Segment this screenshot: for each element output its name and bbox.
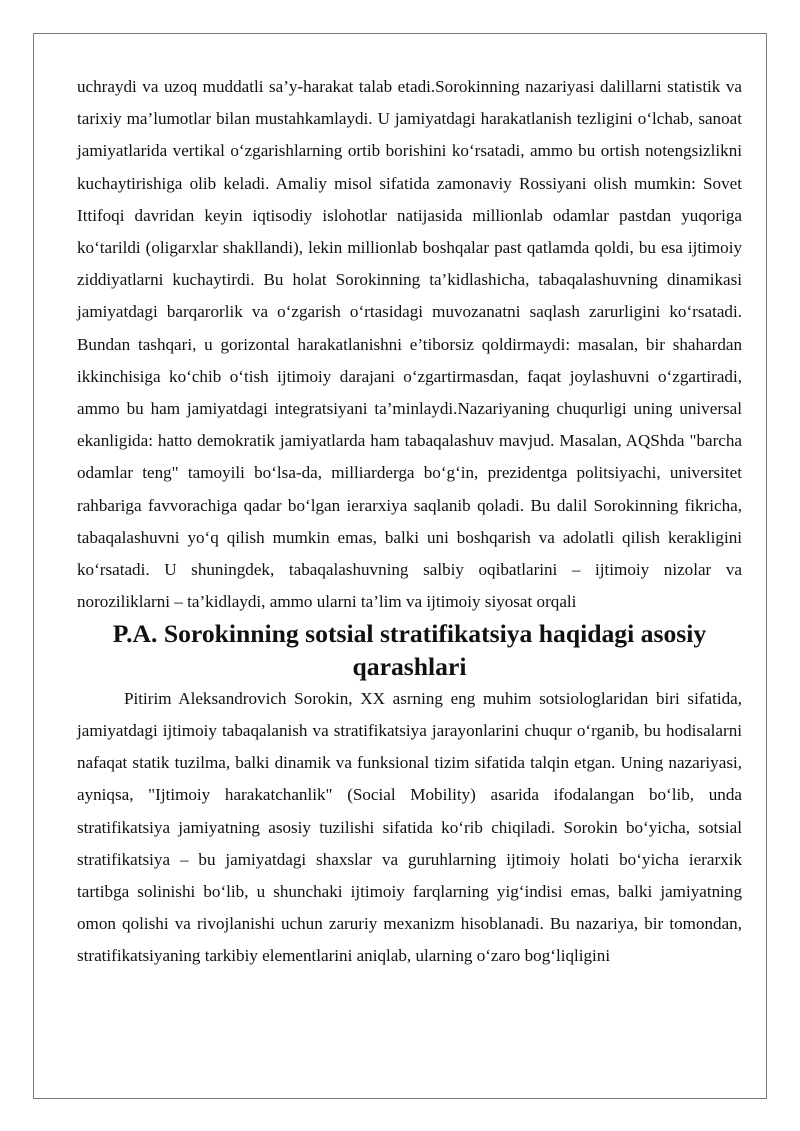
body-paragraph-1: uchraydi va uzoq muddatli sa’y-harakat talab etadi.Sorokinning nazariyasi dalillarni statistik va tarixiy ma’lumotlar bilan mustahkamlaydi. U jamiyatdagi harakatlanish tezligini o‘lchab, sanoat jamiyatlarida vertikal o‘zgarishlarning ortib borishini ko‘rsatadi, ammo bu ortish notengsizlikni kuchaytirishiga olib keladi. Amaliy misol sifatida zamonaviy Rossiyani olish mumkin: Sovet Ittifoqi davridan keyin iqtisodiy islohotlar natijasida millionlab odamlar pastdan yuqoriga ko‘tarildi (oligarxlar shakllandi), lekin millionlab boshqalar past qatlamda qoldi, bu esa ijtimoiy ziddiyatlarni kuchaytirdi. Bu holat Sorokinning ta’kidlashicha, tabaqalashuvning dinamikasi jamiyatdagi barqarorlik va o‘zgarish o‘rtasidagi muvozanatni saqlash zarurligini ko‘rsatadi. Bundan tashqari, u gorizontal harakatlanishni e’tiborsiz qoldirmaydi: masalan, bir shahardan ikkinchisiga ko‘chib o‘tish ijtimoiy darajani o‘zgartirmasdan, faqat joylashuvni o‘zgartiradi, ammo bu ham jamiyatdagi integratsiyani ta’minlaydi.Nazariyaning chuqurligi uning universal ekanligida: hatto demokratik jamiyatlarda ham tabaqalashuv mavjud. Masalan, AQShda "barcha odamlar teng" tamoyili bo‘lsa-da, milliarderga bo‘g‘in, prezidentga politsiyachi, universitet rahbariga favvorachiga qadar bo‘lgan ierarxiya saqlanib qoladi. Bu dalil Sorokinning fikricha, tabaqalashuvni yo‘q qilish mumkin emas, balki uni boshqarish va adolatli qilish kerakligini ko‘rsatadi. U shuningdek, tabaqalashuvning salbiy oqibatlarini – ijtimoiy nizolar va noroziliklarni – ta’kidlaydi, ammo ularni ta’lim va ijtimoiy siyosat orqali <box>77 77 742 612</box>
document-body <box>77 71 742 973</box>
body-paragraph-2: Pitirim Aleksandrovich Sorokin, XX asrning eng muhim sotsiologlaridan biri sifatida, jamiyatdagi ijtimoiy tabaqalanish va stratifikatsiya jarayonlarini chuqur o‘rganib, bu hodisalarni nafaqat statik tuzilma, balki dinamik va funksional tizim sifatida talqin etgan. Uning nazariyasi, ayniqsa, "Ijtimoiy harakatchanlik" (Social Mobility) asarida ifodalangan bo‘lib, unda stratifikatsiya jamiyatning asosiy tuzilishi sifatida ko‘rib chiqiladi. Sorokin bo‘yicha, sotsial stratifikatsiya – bu jamiyatdagi shaxslar va guruhlarning ijtimoiy holati bo‘yicha ierarxik tartibga solinishi bo‘lib, u shunchaki ijtimoiy farqlarning yig‘indisi emas, balki jamiyatning omon qolishi va rivojlanishi uchun zaruriy mexanizm hisoblanadi. Bu nazariya, bir tomondan, stratifikatsiyaning tarkibiy elementlarini aniqlab, ularning o‘zaro bog‘liqligini <box>77 688 742 966</box>
section-heading: P.A. Sorokinning sotsial stratifikatsiya haqidagi asosiy qarashlari <box>112 619 707 681</box>
